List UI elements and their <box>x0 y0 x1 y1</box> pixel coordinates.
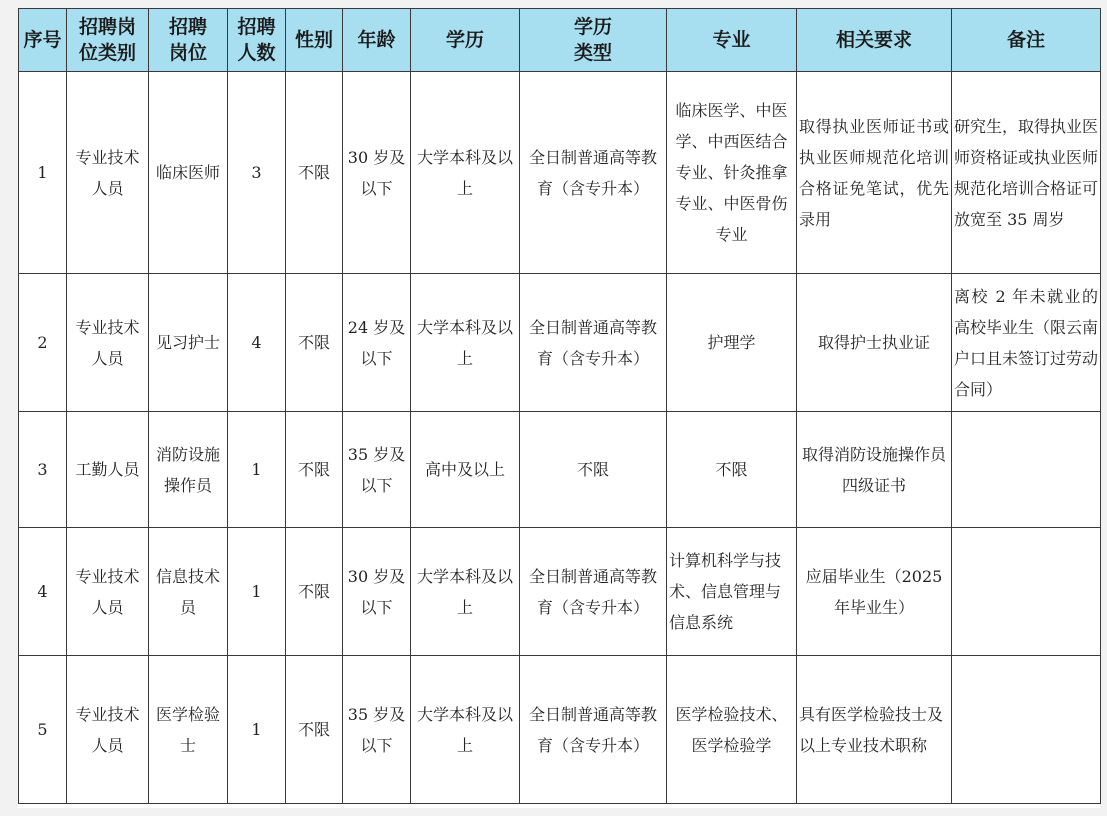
cell-post: 见习护士 <box>149 274 228 412</box>
header-age: 年龄 <box>343 9 411 72</box>
table-row <box>19 274 1101 412</box>
cell-gender: 不限 <box>286 72 343 274</box>
cell-gender: 不限 <box>286 528 343 656</box>
cell-count: 1 <box>228 412 286 528</box>
cell-requirement: 具有医学检验技士及以上专业技术职称 <box>797 656 952 804</box>
table-row <box>19 528 1101 656</box>
cell-category: 专业技术人员 <box>67 72 149 274</box>
header-post <box>149 9 228 72</box>
cell-no: 2 <box>19 274 67 412</box>
header-remark: 备注 <box>952 9 1101 72</box>
cell-education: 大学本科及以上 <box>411 528 520 656</box>
cell-age: 30 岁及以下 <box>343 528 411 656</box>
cell-edu-type: 全日制普通高等教育（含专升本） <box>520 274 667 412</box>
recruitment-table <box>18 8 1101 804</box>
cell-age: 24 岁及以下 <box>343 274 411 412</box>
cell-age: 35 岁及以下 <box>343 412 411 528</box>
cell-category: 专业技术人员 <box>67 274 149 412</box>
table-row <box>19 412 1101 528</box>
header-row <box>19 9 1101 72</box>
cell-category: 工勤人员 <box>67 412 149 528</box>
cell-remark: 研究生，取得执业医师资格证或执业医师规范化培训合格证可放宽至 35 周岁 <box>952 72 1101 274</box>
cell-remark <box>952 656 1101 804</box>
cell-count: 1 <box>228 528 286 656</box>
cell-no: 3 <box>19 412 67 528</box>
header-edu-type <box>520 9 667 72</box>
header-line: 位类别 <box>78 42 136 64</box>
cell-gender: 不限 <box>286 412 343 528</box>
cell-category: 专业技术人员 <box>67 656 149 804</box>
header-count <box>228 9 286 72</box>
header-line: 招聘 <box>237 16 276 38</box>
cell-requirement: 取得护士执业证 <box>797 274 952 412</box>
cell-no: 4 <box>19 528 67 656</box>
cell-count: 1 <box>228 656 286 804</box>
cell-education: 大学本科及以上 <box>411 274 520 412</box>
cell-education: 大学本科及以上 <box>411 72 520 274</box>
header-line: 类型 <box>573 42 612 64</box>
cell-category: 专业技术人员 <box>67 528 149 656</box>
header-major: 专业 <box>667 9 797 72</box>
header-line: 岗位 <box>168 42 207 64</box>
cell-count: 4 <box>228 274 286 412</box>
cell-post: 医学检验士 <box>149 656 228 804</box>
header-line: 招聘岗 <box>78 16 136 38</box>
cell-education: 高中及以上 <box>411 412 520 528</box>
header-education: 学历 <box>411 9 520 72</box>
cell-age: 35 岁及以下 <box>343 656 411 804</box>
cell-count: 3 <box>228 72 286 274</box>
cell-major: 不限 <box>667 412 797 528</box>
header-line: 招聘 <box>168 16 207 38</box>
cell-remark: 离校 2 年未就业的高校毕业生（限云南户口且未签订过劳动合同） <box>952 274 1101 412</box>
header-gender: 性别 <box>286 9 343 72</box>
header-requirement: 相关要求 <box>797 9 952 72</box>
cell-major: 临床医学、中医学、中西医结合专业、针灸推拿专业、中医骨伤专业 <box>667 72 797 274</box>
table-row <box>19 656 1101 804</box>
cell-post: 信息技术员 <box>149 528 228 656</box>
cell-edu-type: 全日制普通高等教育（含专升本） <box>520 656 667 804</box>
cell-requirement: 取得执业医师证书或执业医师规范化培训合格证免笔试，优先录用 <box>797 72 952 274</box>
cell-gender: 不限 <box>286 656 343 804</box>
cell-major: 计算机科学与技术、信息管理与信息系统 <box>667 528 797 656</box>
cell-remark <box>952 412 1101 528</box>
header-line: 人数 <box>237 42 276 64</box>
cell-edu-type: 全日制普通高等教育（含专升本） <box>520 528 667 656</box>
cell-edu-type: 全日制普通高等教育（含专升本） <box>520 72 667 274</box>
cell-edu-type: 不限 <box>520 412 667 528</box>
cell-post: 临床医师 <box>149 72 228 274</box>
cell-requirement: 应届毕业生（2025 年毕业生） <box>797 528 952 656</box>
cell-post: 消防设施操作员 <box>149 412 228 528</box>
cell-requirement: 取得消防设施操作员四级证书 <box>797 412 952 528</box>
cell-gender: 不限 <box>286 274 343 412</box>
header-category <box>67 9 149 72</box>
cell-age: 30 岁及以下 <box>343 72 411 274</box>
cell-major: 护理学 <box>667 274 797 412</box>
table-row <box>19 72 1101 274</box>
header-no: 序号 <box>19 9 67 72</box>
header-line: 学历 <box>573 16 612 38</box>
recruitment-table-sheet <box>18 8 1100 808</box>
cell-education: 大学本科及以上 <box>411 656 520 804</box>
cell-major: 医学检验技术、医学检验学 <box>667 656 797 804</box>
cell-no: 1 <box>19 72 67 274</box>
cell-remark <box>952 528 1101 656</box>
cell-no: 5 <box>19 656 67 804</box>
